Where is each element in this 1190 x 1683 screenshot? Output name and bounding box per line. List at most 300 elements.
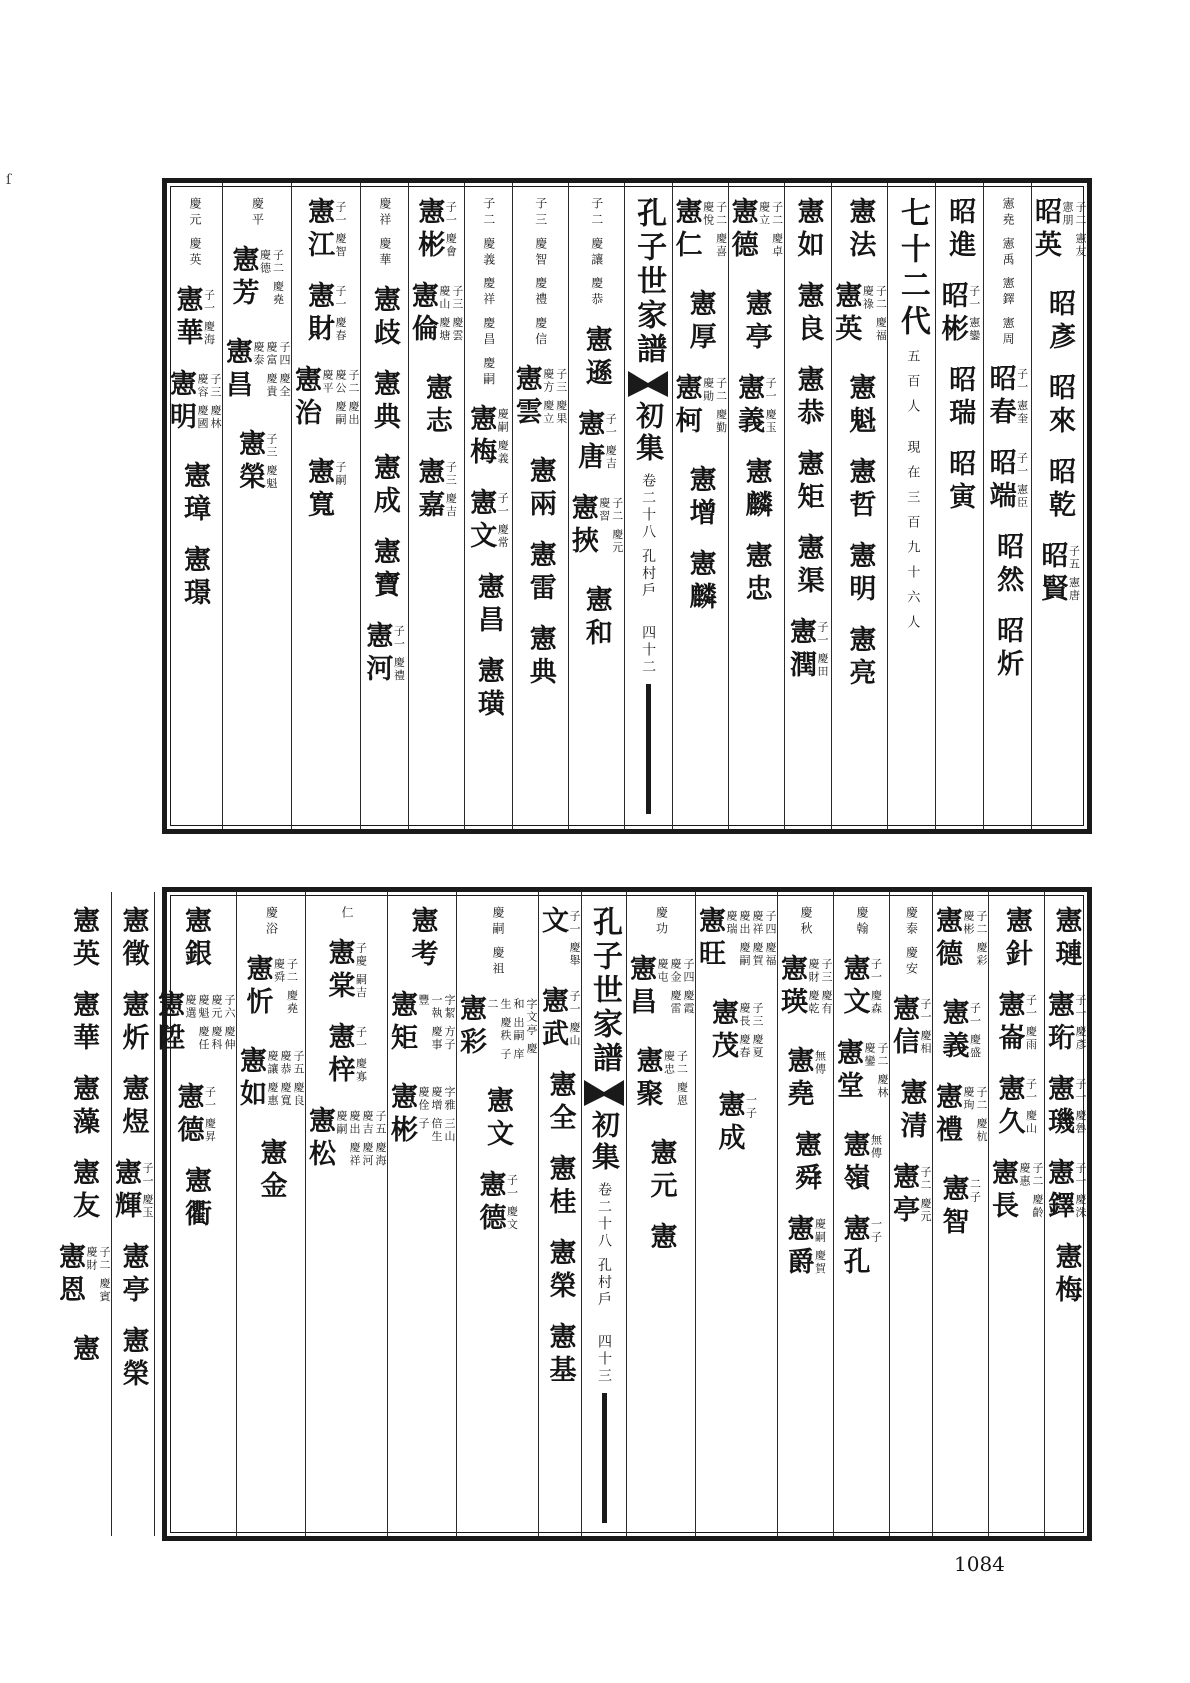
person-name: 昭寅 <box>944 449 976 515</box>
genealogy-entry <box>784 617 829 683</box>
genealogy-entry <box>368 368 400 435</box>
person-name: 憲堯 <box>782 1046 814 1112</box>
genealogy-entry <box>944 365 976 431</box>
person-name: 憲嶺 <box>838 1130 870 1196</box>
descendant-note: 子一 憲鑾 <box>967 285 981 343</box>
person-name: 憲華 <box>68 990 99 1056</box>
person-name: 憲潤 <box>784 617 816 683</box>
genealogy-column <box>111 892 154 1536</box>
genealogy-entry <box>844 541 876 607</box>
genealogy-column <box>831 183 887 829</box>
person-name: 憲聚 <box>631 1046 663 1112</box>
person-name: 憲如 <box>235 1046 266 1112</box>
person-name: 憲成 <box>713 1090 745 1156</box>
genealogy-entry <box>740 457 772 523</box>
person-name: 憲歧 <box>368 284 400 351</box>
descendant-note: 子一 慶山 <box>1024 1078 1038 1136</box>
descendant-note: 子二 慶出 慶公 慶嗣 慶平 <box>320 369 360 427</box>
person-name: 憲財 <box>302 281 334 347</box>
person-name: 憲煜 <box>117 1074 149 1140</box>
descendant-note: 子二 慶堯 慶舜 <box>272 958 299 1016</box>
genealogy-entry <box>117 1326 149 1392</box>
genealogy-entry <box>684 549 716 615</box>
genealogy-entry <box>580 324 612 391</box>
spine-page-number: 四十三 <box>596 1334 612 1386</box>
descendant-note: 子三 慶智 慶禮 慶信 <box>533 197 548 349</box>
person-name: 憲志 <box>420 373 452 439</box>
descendant-note: 子六 慶伸 慶元 慶科 慶魁 慶任 慶選 <box>184 994 236 1052</box>
descendant-note: 子二 慶恩 慶忠 <box>662 1050 689 1108</box>
descendant-note: 子一 慶山 <box>568 989 581 1047</box>
person-name: 昭賢 <box>1036 541 1068 607</box>
descendant-note: 子五 慶良 慶恭 慶寬 慶讓 慶惠 <box>266 1050 305 1108</box>
person-name: 憲 <box>645 1222 677 1255</box>
genealogy-entry <box>566 492 624 567</box>
genealogy-entry <box>415 457 457 523</box>
genealogy-entry <box>792 281 824 347</box>
person-name: 憲哲 <box>844 457 876 523</box>
genealogy-entry <box>726 197 784 271</box>
descendant-note: 慶元 慶英 <box>187 197 202 269</box>
genealogy-entry <box>1046 373 1073 439</box>
person-name: 憲寶 <box>368 536 400 603</box>
descendant-note: 子三 慶吉 <box>444 461 458 519</box>
genealogy-entry <box>544 1153 576 1220</box>
genealogy-entry <box>289 365 360 439</box>
descendant-note: 慶祥 慶華 <box>377 197 392 269</box>
person-name: 憲藻 <box>68 1074 99 1140</box>
person-name: 憲信 <box>888 993 919 1060</box>
genealogy-entry <box>778 954 833 1028</box>
genealogy-entry <box>984 448 1029 515</box>
descendant-note: 子三 慶夏 慶長 慶春 <box>738 1002 764 1060</box>
spine-subtitle: 初集 <box>632 401 666 465</box>
person-name: 憲寬 <box>302 457 334 523</box>
genealogy-entry <box>524 624 556 691</box>
person-name: 憲棠 <box>323 938 355 1004</box>
person-name: 憲友 <box>68 1158 99 1224</box>
genealogy-entry <box>1036 541 1081 607</box>
descendant-note: 子二 憲友 憲朋 <box>1061 201 1087 259</box>
person-name: 憲良 <box>792 281 824 347</box>
person-name: 憲桂 <box>544 1153 576 1220</box>
descendant-note: 子二 慶齡 慶惠 <box>1018 1162 1044 1220</box>
descendant-note: 憲堯 憲禹 憲鐸 憲周 <box>1001 197 1016 349</box>
descendant-note: 子一 慶會 <box>444 201 458 259</box>
person-name: 憲德 <box>474 1169 506 1236</box>
genealogy-entry <box>363 621 405 687</box>
person-name: 憲針 <box>1001 906 1032 972</box>
person-name: 昭然 <box>992 532 1024 599</box>
person-name: 憲武 <box>537 985 568 1052</box>
genealogy-entry <box>838 1214 883 1280</box>
person-name: 憲全 <box>544 1069 576 1136</box>
generation-heading: 七十二代 <box>894 197 930 341</box>
person-name: 憲輝 <box>110 1158 141 1224</box>
person-name: 憲榮 <box>233 429 265 495</box>
genealogy-entry <box>992 616 1024 683</box>
genealogy-column <box>538 892 581 1536</box>
genealogy-entry <box>792 533 824 599</box>
genealogy-entry <box>890 994 932 1060</box>
descendant-note: 子一 慶海 <box>202 288 216 347</box>
person-name: 昭進 <box>944 197 976 263</box>
genealogy-entry <box>709 998 764 1072</box>
spine-volume: 卷二十八 孔村戶 <box>596 1182 612 1309</box>
person-name: 憲榮 <box>117 1326 149 1392</box>
genealogy-entry <box>1046 289 1073 355</box>
person-name: 憲英 <box>830 281 862 347</box>
person-name: 憲矩 <box>386 990 417 1056</box>
descendant-note: 子三 慶果 慶方 慶立 <box>541 368 568 426</box>
genealogy-column <box>784 183 832 829</box>
genealogy-column <box>456 892 538 1536</box>
genealogy-entry <box>684 465 716 531</box>
genealogy-column <box>360 183 408 829</box>
genealogy-entry <box>684 289 716 355</box>
person-name: 憲璟 <box>178 544 210 611</box>
person-name: 憲崙 <box>993 990 1025 1056</box>
genealogy-entry <box>70 1158 97 1224</box>
descendant-note: 子一 慶雨 <box>1024 994 1038 1052</box>
person-name: 憲松 <box>304 1106 335 1172</box>
genealogy-entry <box>844 373 876 439</box>
genealogy-column <box>512 183 568 829</box>
genealogy-column <box>464 183 512 829</box>
descendant-note: 子五 慶海 慶吉 慶河 慶出 慶祥 慶嗣 <box>335 1110 387 1168</box>
genealogy-entry <box>844 457 876 523</box>
genealogy-entry <box>220 337 291 411</box>
genealogy-entry <box>844 197 876 263</box>
person-name: 憲衢 <box>180 1166 211 1232</box>
person-name: 憲和 <box>580 584 612 651</box>
genealogy-entry <box>1046 457 1073 523</box>
descendant-note: 子二 慶讓 慶恭 <box>589 197 604 309</box>
genealogy-entry <box>1050 906 1082 972</box>
genealogy-entry <box>838 1130 883 1196</box>
genealogy-entry <box>580 584 612 651</box>
genealogy-entry <box>713 1090 758 1156</box>
person-name: 憲亮 <box>844 625 876 691</box>
person-name: 憲嘉 <box>413 457 445 523</box>
descendant-note: 慶功 <box>654 906 669 938</box>
genealogy-entry <box>933 1082 988 1156</box>
genealogy-column <box>164 183 222 829</box>
genealogy-entry <box>368 536 400 603</box>
genealogy-entry <box>323 1022 368 1088</box>
genealogy-column <box>408 183 464 829</box>
descendant-note: 子三 慶有 慶財 慶乾 <box>807 958 833 1016</box>
descendant-note: 子一 慶玉 <box>764 377 778 435</box>
person-name: 昭瑞 <box>944 365 976 431</box>
descendant-note: 子一 慶玉 <box>141 1162 154 1220</box>
person-name: 憲雷 <box>524 540 556 607</box>
descendant-note: 子四 慶霞 慶金 慶雷 慶屯 <box>656 958 695 1016</box>
descendant-note: 子一 慶洙 <box>1074 1162 1087 1220</box>
genealogy-entry <box>844 625 876 691</box>
person-name: 憲堂 <box>832 1038 863 1104</box>
genealogy-entry <box>993 990 1038 1056</box>
descendant-note: 子一 慶相 <box>919 997 932 1056</box>
descendant-note: 慶浴 <box>264 906 279 938</box>
person-name: 憲亭 <box>740 289 772 355</box>
genealogy-column <box>889 892 932 1536</box>
genealogy-entry <box>302 281 347 347</box>
genealogy-column <box>581 892 626 1536</box>
genealogy-entry <box>544 1321 576 1388</box>
person-name: 憲成 <box>368 452 400 519</box>
descendant-note: 一子 <box>869 1218 883 1244</box>
fishtail-ornament-icon <box>584 1080 624 1106</box>
person-name: 憲梅 <box>1050 1242 1082 1308</box>
genealogy-entry <box>993 1074 1038 1140</box>
person-name: 憲昌 <box>220 337 252 403</box>
genealogy-entry <box>117 1074 149 1140</box>
descendant-note: 慶嗣 慶義 <box>496 408 510 466</box>
genealogy-entry <box>1045 1158 1087 1224</box>
genealogy-entry <box>890 1162 932 1228</box>
descendant-note: 子一 慶盛 <box>968 1002 982 1060</box>
genealogy-entry <box>1045 990 1087 1056</box>
genealogy-entry <box>388 990 456 1064</box>
genealogy-column <box>672 183 728 829</box>
genealogy-entry <box>782 1046 827 1112</box>
genealogy-entry <box>406 906 438 972</box>
genealogy-entry <box>937 1174 982 1240</box>
genealogy-column <box>932 892 988 1536</box>
genealogy-entry <box>740 541 772 607</box>
genealogy-entry <box>575 409 617 475</box>
descendant-note: 子嗣 <box>333 461 347 487</box>
genealogy-entry <box>933 906 988 980</box>
genealogy-entry <box>70 1074 97 1140</box>
genealogy-entry <box>834 1038 889 1112</box>
genealogy-entry <box>944 197 976 263</box>
person-name: 憲矩 <box>792 449 824 515</box>
descendant-note: 子二 慶義 慶祥 慶昌 慶嗣 <box>481 197 496 389</box>
descendant-note: 子一 慶田 <box>815 621 829 679</box>
person-name: 憲久 <box>993 1074 1025 1140</box>
descendant-note: 子一 憲奎 <box>1015 368 1029 426</box>
person-name: 憲榮 <box>544 1237 576 1304</box>
genealogy-column <box>777 892 833 1536</box>
descendant-note: 子一 慶彥 <box>1074 994 1087 1052</box>
genealogy-column <box>56 892 111 1536</box>
genealogy-entry <box>792 449 824 515</box>
descendant-note: 慶嗣 慶賀 <box>813 1218 827 1276</box>
lower-page-panel <box>54 887 1092 1541</box>
genealogy-entry <box>895 1077 927 1144</box>
genealogy-entry <box>117 906 149 972</box>
genealogy-entry <box>524 540 556 607</box>
genealogy-column <box>236 892 305 1536</box>
descendant-note: 子二 慶賓 慶財 <box>85 1246 111 1304</box>
descendant-note: 子三 慶林 慶容 慶國 <box>195 372 222 431</box>
descendant-note: 無傳 <box>869 1134 883 1160</box>
genealogy-entry <box>670 197 728 271</box>
person-name: 憲舜 <box>790 1130 821 1196</box>
genealogy-entry <box>631 1046 689 1120</box>
descendant-note: 子四 慶福 慶祥 慶賀 慶出 慶嗣 慶瑞 <box>725 910 777 968</box>
person-name: 憲德 <box>931 906 962 972</box>
genealogy-entry <box>406 281 464 355</box>
genealogy-entry <box>472 572 504 639</box>
genealogy-entry <box>832 281 887 355</box>
spine-title: 孔子世家譜 <box>631 197 667 367</box>
person-name: 昭炘 <box>992 616 1024 683</box>
genealogy-entry <box>178 460 210 527</box>
genealogy-entry <box>302 457 347 523</box>
spine-rule <box>602 1393 607 1523</box>
person-name: 憲文 <box>838 954 870 1020</box>
person-name: 憲金 <box>255 1138 287 1204</box>
descendant-note: 子二 慶杭 慶珣 <box>962 1086 988 1144</box>
person-name: 憲元 <box>645 1138 677 1204</box>
descendant-note: 字文亭 慶和 出嗣 庠生 慶秩 子二 <box>486 997 538 1061</box>
genealogy-column <box>887 183 935 829</box>
person-name: 憲陞 <box>153 990 184 1056</box>
descendant-note: 子二 慶堯 慶德 <box>258 249 285 307</box>
descendant-note: 子一 慶文 <box>505 1173 519 1232</box>
genealogy-entry <box>539 906 581 968</box>
genealogy-entry <box>155 990 236 1064</box>
descendant-note: 子一 慶昇 <box>203 1086 217 1144</box>
genealogy-column <box>1044 892 1087 1536</box>
person-name: 憲遜 <box>580 324 612 391</box>
person-name: 憲法 <box>844 197 876 263</box>
upper-page-panel <box>162 178 1092 834</box>
genealogy-entry <box>388 1082 456 1156</box>
person-name: 憲昌 <box>625 954 656 1020</box>
person-name: 昭彥 <box>1044 289 1075 355</box>
descendant-note: 子二 慶卓 慶立 <box>757 201 784 259</box>
genealogy-entry <box>368 452 400 519</box>
person-name: 憲旺 <box>694 906 725 972</box>
person-name: 憲義 <box>733 373 765 439</box>
genealogy-column <box>305 892 387 1536</box>
genealogy-entry <box>70 1334 97 1367</box>
person-name: 憲唐 <box>573 408 605 475</box>
person-name: 憲河 <box>361 620 393 687</box>
person-name: 憲華 <box>171 284 203 351</box>
genealogy-entry <box>792 197 824 263</box>
descendant-note: 子一 慶智 <box>333 201 347 259</box>
genealogy-entry <box>420 373 452 439</box>
person-name: 憲銀 <box>180 906 211 972</box>
person-name: 憲孔 <box>838 1214 870 1280</box>
person-name: 昭來 <box>1044 373 1075 439</box>
genealogy-entry <box>368 284 400 351</box>
descendant-note: 子一 慶禮 <box>392 624 406 683</box>
descendant-note: 子五 憲唐 <box>1067 545 1081 603</box>
person-name: 憲基 <box>544 1321 576 1388</box>
genealogy-entry <box>1045 1074 1087 1140</box>
person-name: 憲典 <box>368 368 400 435</box>
person-name: 憲徵 <box>117 906 149 972</box>
person-name: 憲增 <box>684 465 716 531</box>
person-name: 憲禮 <box>931 1082 962 1148</box>
genealogy-column <box>935 183 983 829</box>
person-name: 憲英 <box>68 906 99 972</box>
person-name: 憲茂 <box>707 998 738 1064</box>
person-name: 憲兩 <box>524 456 556 523</box>
genealogy-column <box>222 183 291 829</box>
person-name: 憲忠 <box>740 541 772 607</box>
genealogy-column <box>387 892 456 1536</box>
person-name: 憲明 <box>844 541 876 607</box>
genealogy-entry <box>306 1106 387 1180</box>
book-spine-column <box>582 906 626 1523</box>
genealogy-entry <box>172 1082 217 1148</box>
genealogy-entry <box>645 1222 677 1255</box>
person-name: 憲璜 <box>472 656 504 723</box>
person-name: 憲璋 <box>178 460 210 527</box>
genealogy-entry <box>457 994 538 1068</box>
person-name: 憲智 <box>937 1174 969 1240</box>
person-name: 憲芳 <box>227 245 259 311</box>
person-name: 憲義 <box>937 998 969 1064</box>
genealogy-entry <box>1032 197 1087 271</box>
descendant-note: 子二 慶林 慶鑾 <box>863 1042 889 1100</box>
genealogy-entry <box>645 1138 677 1204</box>
genealogy-entry <box>510 364 568 438</box>
person-name: 憲如 <box>792 197 824 263</box>
generation-count-note: 五百人 現在三百九十六人 <box>904 349 920 641</box>
genealogy-entry <box>182 1166 209 1232</box>
descendant-note: 慶秋 <box>799 906 813 938</box>
genealogy-entry <box>474 1169 519 1236</box>
descendant-note: 慶翰 <box>855 906 869 938</box>
genealogy-entry <box>735 373 777 439</box>
person-name: 憲忻 <box>241 954 273 1020</box>
genealogy-entry <box>182 906 209 972</box>
spine-subtitle: 初集 <box>588 1110 621 1174</box>
book-spine-column <box>626 197 670 814</box>
person-name: 憲珩 <box>1043 990 1074 1056</box>
person-name: 憲厚 <box>684 289 716 355</box>
genealogy-column <box>983 183 1031 829</box>
genealogy-entry <box>544 1069 576 1136</box>
genealogy-entry <box>782 1214 827 1280</box>
genealogy-entry <box>173 285 215 351</box>
genealogy-column <box>291 183 360 829</box>
genealogy-entry <box>229 245 284 319</box>
person-name: 憲彬 <box>386 1082 417 1148</box>
genealogy-entry <box>415 197 457 263</box>
genealogy-entry <box>539 986 581 1052</box>
person-name: 憲瑛 <box>776 954 807 1020</box>
person-name: 憲梅 <box>465 404 497 471</box>
person-name: 憲典 <box>524 624 556 691</box>
person-name: 憲清 <box>895 1077 927 1144</box>
genealogy-entry <box>740 289 772 355</box>
person-name: 憲麟 <box>740 457 772 523</box>
genealogy-entry <box>241 954 299 1028</box>
descendant-note: 子三 慶雲 慶山 慶塘 <box>437 285 464 343</box>
person-name: 憲文 <box>482 1085 513 1152</box>
genealogy-entry <box>792 1130 819 1196</box>
genealogy-entry <box>117 1242 149 1308</box>
genealogy-column <box>1031 183 1087 829</box>
descendant-note: 仁 <box>340 906 354 922</box>
genealogy-entry <box>696 906 777 980</box>
person-name: 憲仁 <box>670 197 702 263</box>
descendant-note: 子一 慶吉 <box>604 412 618 471</box>
person-name: 憲爵 <box>782 1214 814 1280</box>
person-name: 憲璣 <box>1043 1074 1074 1140</box>
person-name: 憲江 <box>302 197 334 263</box>
person-name: 憲恭 <box>792 365 824 431</box>
